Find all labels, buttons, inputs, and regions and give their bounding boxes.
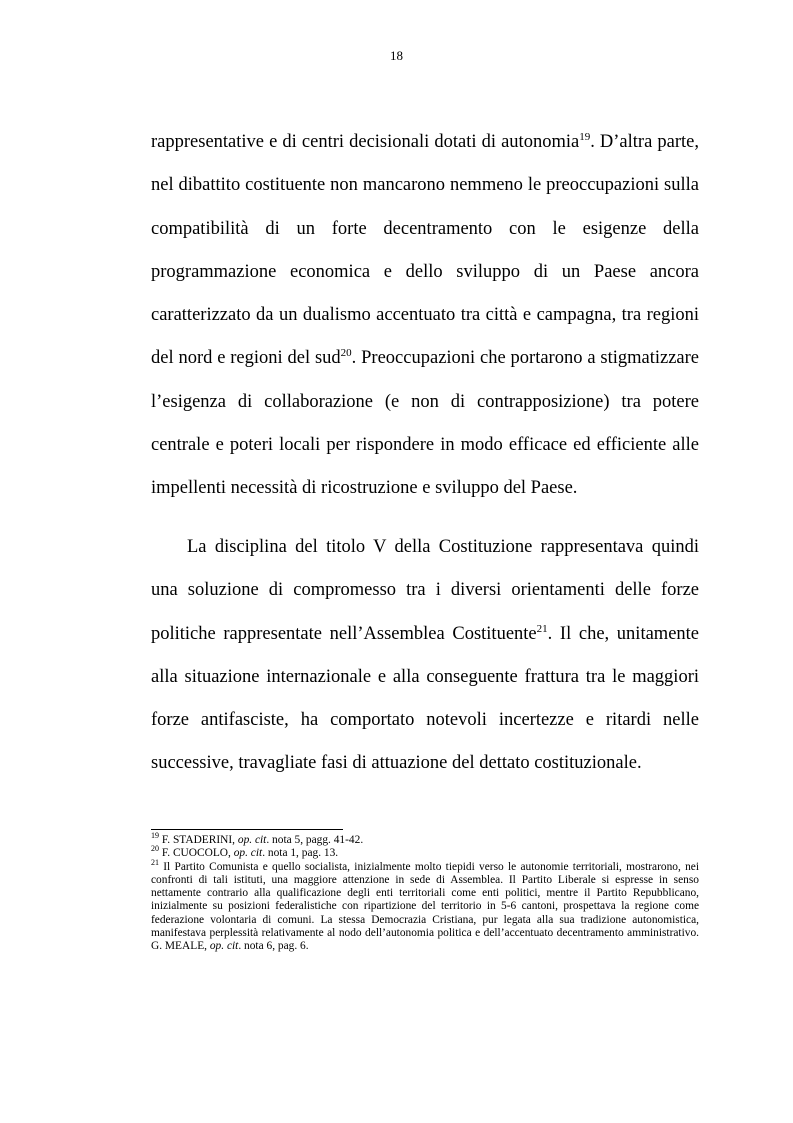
footnote-separator [151, 829, 343, 830]
footnote-rest: . nota 5, pagg. 41-42. [266, 834, 364, 846]
page-number: 18 [390, 48, 403, 63]
footnote-cite: op. cit [209, 940, 239, 953]
footnote-19 [151, 831, 699, 847]
footnote-number: 20 [151, 844, 159, 854]
footnote-number: 19 [151, 831, 159, 841]
paragraph-1-text-c: . Preoccupazioni che portarono a stigmatizzare l’esigenza di collaborazione (e non di contrapposizione) tra potere centrale e poteri locali per rispondere in modo efficace ed efficiente alle impellenti necessità di ricostruzione e sviluppo del Paese. [151, 348, 699, 499]
footnote-ref-19[interactable]: 19 [579, 130, 591, 143]
footnote-rest: . nota 6, pag. 6. [238, 940, 309, 953]
body-paragraph-2 [151, 526, 699, 786]
paragraph-1-text-a: rappresentative e di centri decisionali dotati di autonomia [151, 132, 580, 152]
footnote-ref-20[interactable]: 20 [340, 347, 352, 360]
footnote-21 [151, 857, 699, 954]
footnotes [151, 831, 699, 954]
body-paragraph-1 [151, 121, 699, 511]
footnote-number: 21 [151, 857, 159, 867]
footnote-20 [151, 844, 699, 860]
footnote-cite: op. cit [237, 834, 267, 846]
footnote-text: Il Partito Comunista e quello socialista, inizialmente molto tiepidi verso le autonomie territoriali, mostrarono, nei confronti di tali istituti, una maggiore attenzione in sede di Assemblea. Il Partito Liberale si espresse in senso nettamente contrario alla qualificazione degli enti territoriali come enti politici, mentre il Partito Repubblicano, inizialmente su posizioni federalistiche con ripartizione del territorio in 5-6 cantoni, prospettava la regione come federazione volontaria di comuni. La stessa Democrazia Cristiana, pur legata alla sua tradizione autonomistica, manifestava perplessità relativamente al nodo dell’autonomia politica e dell’accentuato decentramento amministrativo. G. MEALE, [151, 860, 699, 953]
footnote-author: F. CUOCOLO, [159, 847, 234, 860]
footnote-cite: op. cit [233, 847, 263, 860]
footnote-rest: . nota 1, pag. 13. [262, 847, 339, 860]
footnote-ref-21[interactable]: 21 [536, 622, 548, 635]
paragraph-2-text-b: . Il che, unitamente alla situazione internazionale e alla conseguente frattura tra le maggiori forze antifasciste, ha comportato notevoli incertezze e ritardi nelle successive, travagliate fasi di attuazione del dettato costituzionale. [151, 623, 700, 774]
paragraph-2-text-a: La disciplina del titolo V della Costituzione rappresentava quindi una soluzione di compromesso tra i diversi orientamenti delle forze politiche rappresentate nell’Assemblea Costituente [151, 537, 699, 644]
footnote-author: F. STADERINI, [159, 834, 238, 846]
paragraph-1-text-b: . D’altra parte, nel dibattito costituente non mancarono nemmeno le preoccupazioni sulla compatibilità di un forte decentramento con le esigenze della programmazione economica e dello sviluppo di un Paese ancora caratterizzato da un dualismo accentuato tra città e campagna, tra regioni del nord e regioni del sud [151, 132, 699, 369]
